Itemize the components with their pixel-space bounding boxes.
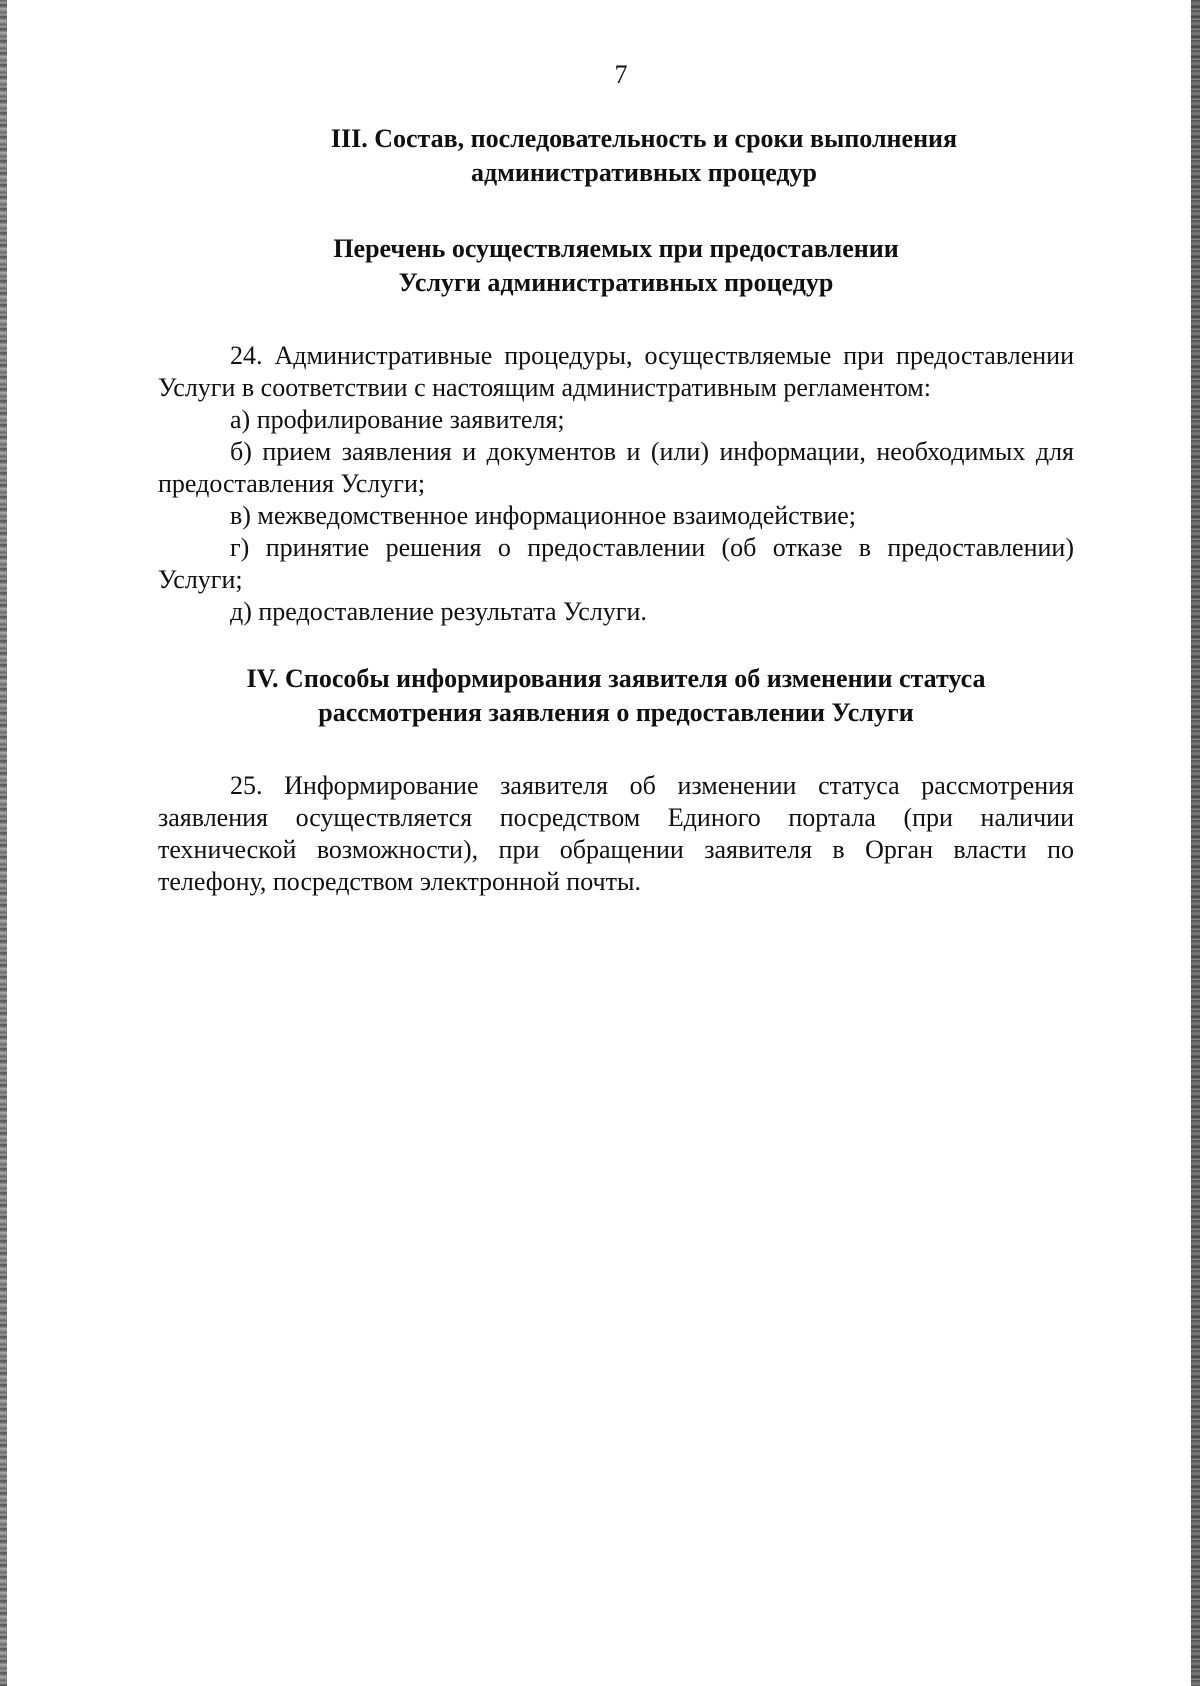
procedures-list-heading <box>158 232 1074 300</box>
section-iv-heading-line1: IV. Способы информирования заявителя об изменении статуса <box>246 664 986 693</box>
item-d: д) предоставление результата Услуги. <box>230 597 647 626</box>
item-v: в) межведомственное информационное взаимодействие; <box>230 501 857 530</box>
page-number: 7 <box>614 60 628 89</box>
scan-edge-left <box>0 0 7 1686</box>
paragraph-24: 24. Административные процедуры, осуществляемые при предоставлении Услуги в соответствии с настоящим административным регламентом: <box>158 341 1074 402</box>
document-page <box>158 60 1074 898</box>
section-iii-heading <box>158 122 1074 190</box>
procedures-list-heading-line1: Перечень осуществляемых при предоставлении <box>333 234 899 263</box>
scan-edge-right <box>1191 0 1200 1686</box>
section-iii-heading-line2: административных процедур <box>470 158 818 187</box>
paragraph-25: 25. Информирование заявителя об изменении статуса рассмотрения заявления осуществляется посредством Единого портала (при наличии технической возможности), при обращении заявителя в Орган власти по телефону, посредством электронной почты. <box>158 771 1074 896</box>
section-iv-heading-line2: рассмотрения заявления о предоставлении Услуги <box>318 698 914 727</box>
section-iii-heading-line1: III. Состав, последовательность и сроки выполнения <box>330 124 958 153</box>
procedures-list-heading-line2: Услуги административных процедур <box>398 268 834 297</box>
section-iv-heading <box>158 662 1074 730</box>
item-g: г) принятие решения о предоставлении (об отказе в предоставлении) Услуги; <box>158 533 1074 594</box>
item-b: б) прием заявления и документов и (или) информации, необходимых для предоставления Услуги; <box>158 437 1074 498</box>
item-a: а) профилирование заявителя; <box>230 405 565 434</box>
